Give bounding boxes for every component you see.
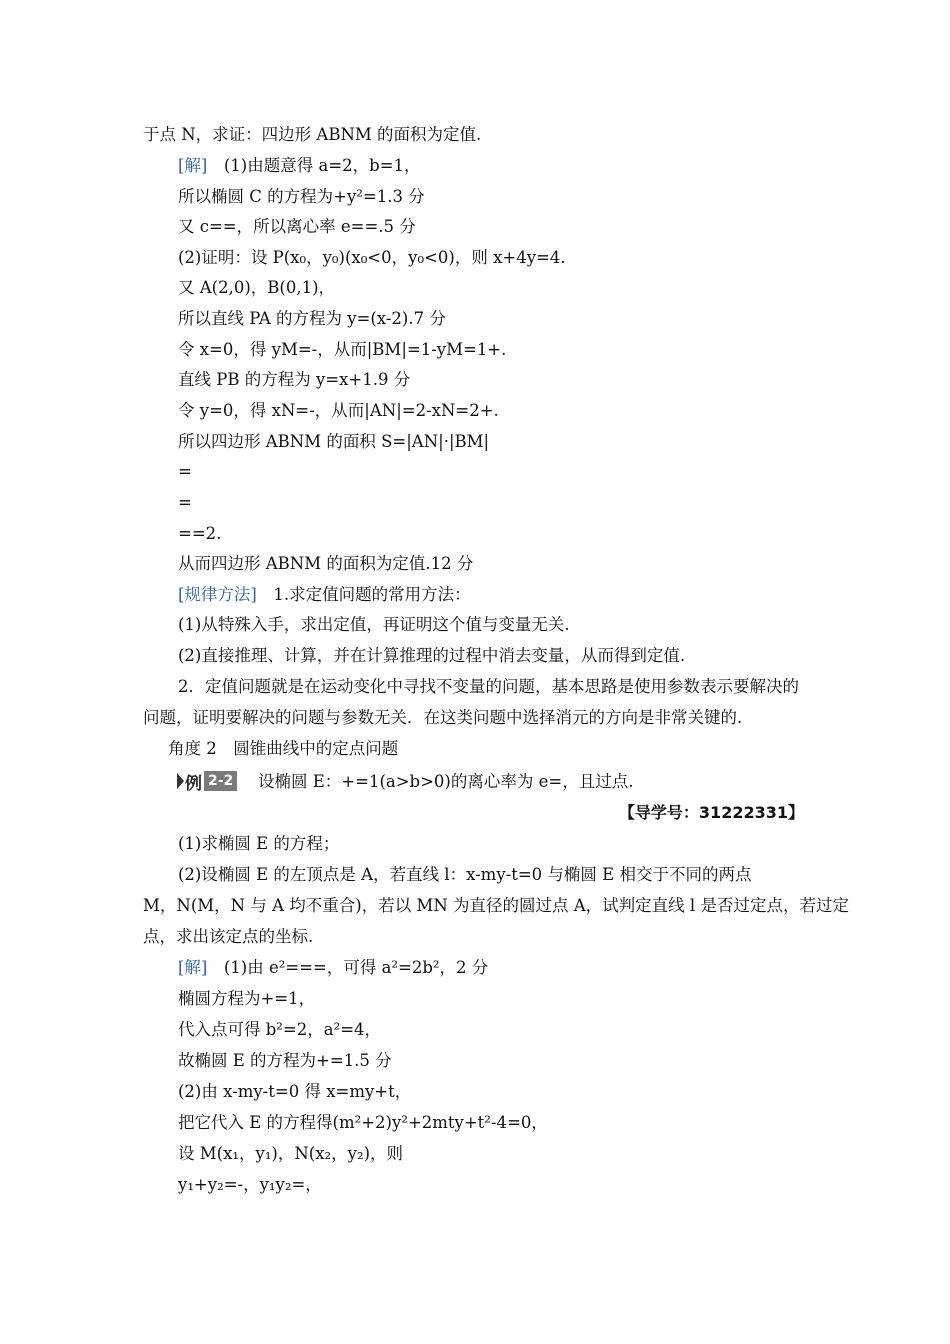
example-number: 2-2 xyxy=(204,771,237,791)
method-tag: [规律方法] xyxy=(178,585,257,604)
text-line: (2)设椭圆 E 的左顶点是 A，若直线 l：x-my-t=0 与椭圆 E 相交于不同的两点 xyxy=(178,865,752,884)
example-text: 设椭圆 E：+=1(a>b>0)的离心率为 e=，且过点. xyxy=(258,772,634,791)
text-line: (2)证明：设 P(x₀，y₀)(x₀<0，y₀<0)，则 x+4y=4. xyxy=(178,248,566,267)
section-heading: 角度 2 圆锥曲线中的定点问题 xyxy=(168,739,399,758)
text-line: 令 x=0，得 yM=-，从而|BM|=1-yM=1+. xyxy=(178,340,507,359)
solution-tag: [解] xyxy=(178,156,208,175)
text-line: 代入点可得 b²=2，a²=4， xyxy=(178,1020,382,1039)
example-word: 例 xyxy=(185,773,202,794)
text-line: 把它代入 E 的方程得(m²+2)y²+2mty+t²-4=0， xyxy=(178,1113,548,1132)
example-badge xyxy=(177,770,237,792)
text-line: 点，求出该定点的坐标. xyxy=(143,927,314,946)
text-line: = xyxy=(178,493,192,512)
text-line: (1)从特殊入手，求出定值，再证明这个值与变量无关. xyxy=(178,615,570,634)
text-line: 设 M(x₁，y₁)，N(x₂，y₂)，则 xyxy=(178,1144,404,1163)
text-line: 直线 PB 的方程为 y=x+1.9 分 xyxy=(178,370,411,389)
text-line: 所以四边形 ABNM 的面积 S=|AN|·|BM| xyxy=(178,432,490,451)
text-line: (2)由 x-my-t=0 得 x=my+t， xyxy=(178,1082,412,1101)
text-line: 又 A(2,0)，B(0,1)， xyxy=(178,278,336,297)
solution-tag: [解] xyxy=(178,958,208,977)
text-line: y₁+y₂=-，y₁y₂=， xyxy=(178,1175,322,1194)
text-line: 椭圆方程为+=1， xyxy=(178,989,316,1008)
method-line xyxy=(178,584,471,606)
guide-number: 【导学号：31222331】 xyxy=(618,803,804,822)
solution-line xyxy=(178,957,488,979)
text-span: (1)由 e²===，可得 a²=2b²，2 分 xyxy=(223,958,489,977)
text-line: 从而四边形 ABNM 的面积为定值.12 分 xyxy=(178,554,474,573)
text-line: 2．定值问题就是在运动变化中寻找不变量的问题，基本思路是使用参数表示要解决的 xyxy=(178,677,799,696)
text-line: 又 c==，所以离心率 e==.5 分 xyxy=(178,217,416,236)
text-line: ==2. xyxy=(178,524,222,543)
text-line: 问题，证明要解决的问题与参数无关．在这类问题中选择消元的方向是非常关键的. xyxy=(143,708,743,727)
triangle-icon xyxy=(177,773,184,789)
text-line: M，N(M，N 与 A 均不重合)，若以 MN 为直径的圆过点 A，试判定直线 l 是否过定点，若过定 xyxy=(143,896,849,915)
text-line: 所以椭圆 C 的方程为+y²=1.3 分 xyxy=(178,187,425,206)
text-line: 故椭圆 E 的方程为+=1.5 分 xyxy=(178,1051,392,1070)
text-line: (2)直接推理、计算，并在计算推理的过程中消去变量，从而得到定值. xyxy=(178,646,686,665)
text-line: 令 y=0，得 xN=-，从而|AN|=2-xN=2+. xyxy=(178,401,499,420)
text-line: (1)求椭圆 E 的方程； xyxy=(178,834,340,853)
text-span: 1.求定值问题的常用方法： xyxy=(273,585,471,604)
solution-line xyxy=(178,155,421,177)
text-line: 所以直线 PA 的方程为 y=(x-2).7 分 xyxy=(178,309,446,328)
text-line: 于点 N，求证：四边形 ABNM 的面积为定值. xyxy=(143,125,482,144)
text-line: = xyxy=(178,462,192,481)
text-span: (1)由题意得 a=2，b=1， xyxy=(223,156,421,175)
